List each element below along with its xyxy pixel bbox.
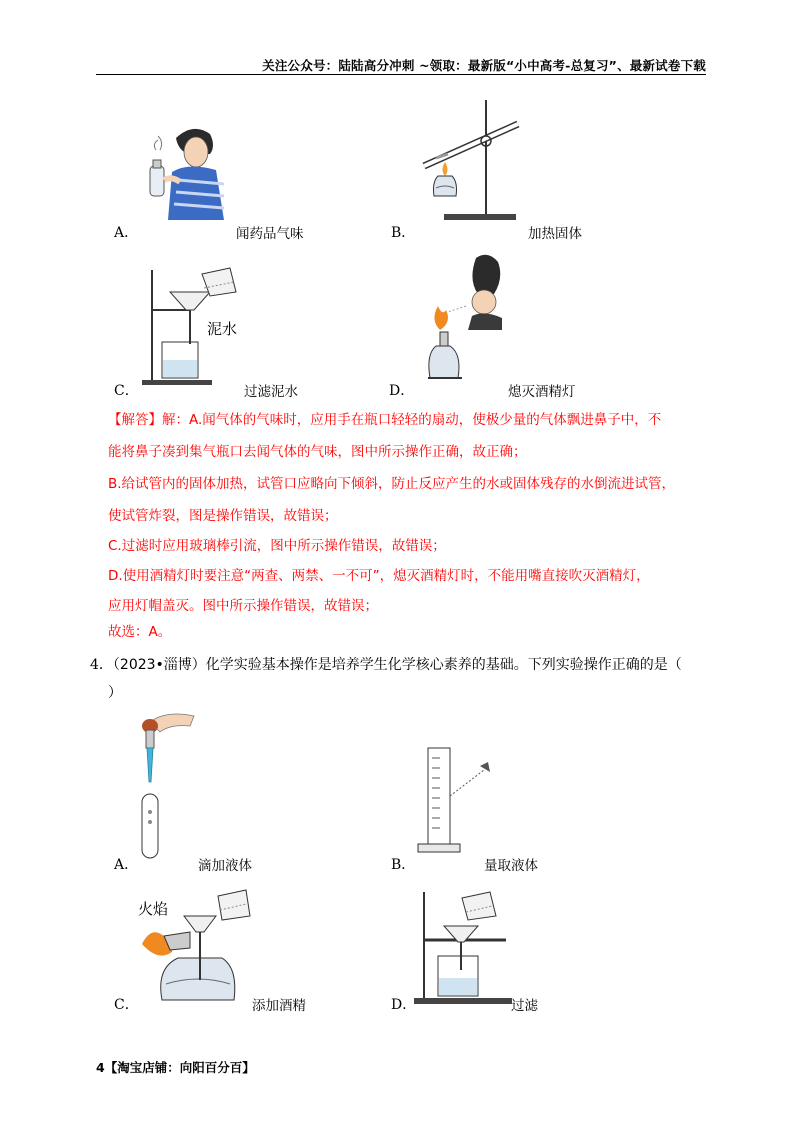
option-caption: 过滤泥水 [244,384,298,400]
option-caption: 熄灭酒精灯 [508,384,576,400]
option-letter: B． [391,857,416,873]
question-text: （2023•淄博）化学实验基本操作是培养学生化学核心素养的基础。下列实验操作正确的是（ [112,657,682,673]
option-caption: 滴加液体 [198,858,252,874]
figure-filtration [410,888,516,1008]
answer-line: 故选：A。 [108,624,172,640]
answer-line: D.使用酒精灯时要注意“两查、两禁、一不可”，熄灭酒精灯时，不能用嘴直接吹灭酒精灯， [108,568,650,584]
answer-text: 解：A.闻气体的气味时，应用手在瓶口轻轻的扇动，使极少量的气体飘进鼻子中，不 [162,412,662,428]
question-4-stem-continued: ） [108,685,122,701]
option-caption: 过滤 [511,998,538,1014]
page-footer: 4【淘宝店铺：向阳百分百】 [96,1060,255,1075]
option-caption: 量取液体 [484,858,538,874]
answer-tag: 【解答】 [108,412,162,428]
figure-measuring-liquid [414,744,504,856]
page-header: 关注公众号：陆陆高分冲刺 ~领取：最新版“小中高考-总复习”、最新试卷下载 [262,58,706,73]
option-letter: A． [114,225,139,241]
answer-line: B.给试管内的固体加热，试管口应略向下倾斜，防止反应产生的水或固体残存的水倒流进试管， [108,476,676,492]
option-letter: C． [114,997,139,1013]
figure-label-flame: 火焰 [138,900,169,918]
figure-heating-solid [414,96,534,226]
header-divider [96,74,706,75]
option-letter: D． [389,383,415,399]
question-4-stem [90,654,682,674]
question-number: 4． [90,657,113,673]
option-letter: A． [114,857,139,873]
option-letter: B． [391,225,416,241]
figure-blowing-out-lamp [418,250,518,386]
option-caption: 添加酒精 [252,998,306,1014]
figure-label-mud-water: 泥水 [207,320,238,338]
option-caption: 闻药品气味 [236,226,304,242]
answer-line: 应用灯帽盖灭。图中所示操作错误，故错误； [108,598,378,614]
answer-line: C.过滤时应用玻璃棒引流，图中所示操作错误，故错误； [108,538,446,554]
figure-dropping-liquid [130,708,200,864]
figure-smelling-chemical [138,120,238,220]
option-letter: C． [114,383,139,399]
answer-line: 使试管炸裂，图是操作错误，故错误； [108,508,338,524]
answer-line [108,412,718,428]
answer-line: 能将鼻子凑到集气瓶口去闻气体的气味，图中所示操作正确，故正确； [108,444,527,460]
option-caption: 加热固体 [528,226,582,242]
option-letter: D． [391,997,417,1013]
